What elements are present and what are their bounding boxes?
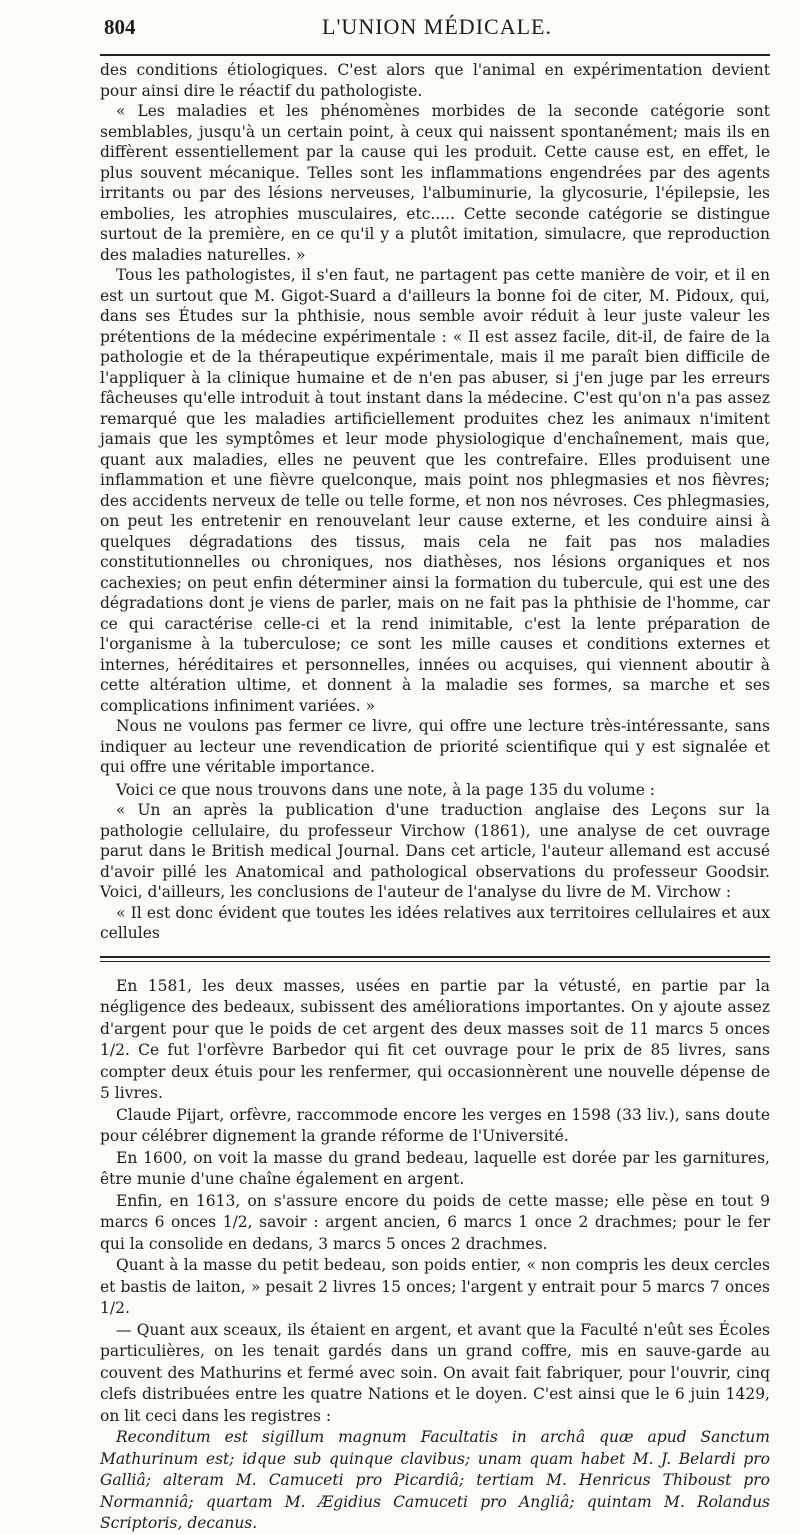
- latin-quote-text: Reconditum est sigillum magnum Facultatis in archâ quæ apud Sanctum Mathurinum est; idque sub quinque clavibus; unam quam habet M. J. Belardi pro Galliâ; alteram M. Camuceti pro Picardiâ; tertiam M. Henricus Thiboust pro Normanniâ; quartam M. Ægidius Camuceti pro Angliâ; quintam M. Rolandus Scriptoris, decanus.: [100, 1428, 770, 1532]
- paragraph: « Les maladies et les phénomènes morbides de la seconde catégorie sont semblables, jusqu'à un certain point, à ceux qui naissent spontanément; mais ils en diffèrent essentiellement par la cause qui les produit. Cette cause est, en effet, le plus souvent mécanique. Telles sont les inflammations engendrées par des agents irritants ou par des lésions nerveuses, l'albuminurie, la glycosurie, l'épilepsie, les embolies, les atrophies musculaires, etc..... Cette seconde catégorie se distingue surtout de la première, en ce qu'il y a plutôt imitation, simulacre, que reproduction des maladies naturelles. »: [100, 102, 770, 264]
- article-one: [100, 60, 770, 944]
- paragraph: Voici ce que nous trouvons dans une note, à la page 135 du volume :: [116, 780, 656, 799]
- paragraph: Quant à la masse du petit bedeau, son poids entier, « non compris les deux cercles et bastis de laiton, » pesait 2 livres 15 onces; l'argent y entrait pour 5 marcs 7 onces 1/2.: [100, 1256, 770, 1317]
- paragraph: — Quant aux sceaux, ils étaient en argent, et avant que la Faculté n'eût ses Écoles particulières, on les tenait gardés dans un grand coffre, mis en sauve-garde au couvent des Mathurins et fermé avec soin. On avait fait fabriquer, pour l'ouvrir, cinq clefs distribuées entre les quatre Nations et le doyen. C'est ainsi que le 6 juin 1429, on lit ceci dans les registres :: [100, 1320, 770, 1425]
- paragraph: des conditions étiologiques. C'est alors que l'animal en expérimentation devient pour ainsi dire le réactif du pathologiste.: [100, 61, 770, 100]
- section-divider: [100, 956, 770, 962]
- paragraph: Nous ne voulons pas fermer ce livre, qui offre une lecture très-intéressante, sans indiquer au lecteur une revendication de priorité scientifique qui y est signalée et qui offre une véritable importance.: [100, 717, 770, 776]
- article-two: [100, 976, 770, 1535]
- latin-quote: [100, 1427, 770, 1535]
- paragraph: Claude Pijart, orfèvre, raccommode encore les verges en 1598 (33 liv.), sans doute pour célébrer dignement la grande réforme de l'Université.: [100, 1105, 770, 1145]
- paragraph: « Un an après la publication d'une traduction anglaise des Leçons sur la pathologie cellulaire, du professeur Virchow (1861), une analyse de cet ouvrage parut dans le British medical Journal. Dans cet article, l'auteur allemand est accusé d'avoir pillé les Anatomical and pathological observations du professeur Goodsir. Voici, d'ailleurs, les conclusions de l'auteur de l'analyse du livre de M. Virchow :: [100, 801, 770, 901]
- paragraph: Tous les pathologistes, il s'en faut, ne partagent pas cette manière de voir, et il en est un surtout que M. Gigot-Suard a d'ailleurs la bonne foi de citer, M. Pidoux, qui, dans ses Études sur la phthisie, nous semble avoir réduit à leur juste valeur les prétentions de la médecine expérimentale : « Il est assez facile, dit-il, de faire de la pathologie et de la thérapeutique expérimentale, mais il me paraît bien difficile de l'appliquer à la clinique humaine et de n'en pas abuser, si j'en juge par les erreurs fâcheuses qu'elle introduit à tout instant dans la médecine. C'est qu'on n'a pas assez remarqué que les maladies artificiellement produites chez les animaux n'imitent jamais que les symptômes et leur mode physiologique d'enchaînement, mais que, quant aux maladies, elles ne peuvent que les contrefaire. Elles produisent une inflammation et une fièvre quelconque, mais point nos phlegmasies et nos fièvres; des accidents nerveux de telle ou telle forme, et non nos névroses. Ces phlegmasies, on peut les entretenir en renouvelant leur cause externe, et les conduire ainsi à quelques dégradations des tissus, mais cela ne fait pas nos maladies constitutionnelles ou chroniques, nos diathèses, nos lésions organiques et nos cachexies; on peut enfin déterminer ainsi la formation du tubercule, qui est une des dégradations dont je viens de parler, mais on ne fait pas la phthisie de l'homme, car ce qui caractérise celle-ci et la rend inimitable, c'est la lente préparation de l'organisme à la tuberculose; ce sont les mille causes et conditions externes et internes, héréditaires et personnelles, innées ou acquises, qui viennent aboutir à cette altération ultime, et donnent à la maladie ses formes, sa marche et ses complications infiniment variées. »: [100, 266, 770, 715]
- journal-title: L'UNION MÉDICALE.: [322, 14, 552, 39]
- page-header: [100, 14, 770, 56]
- paragraph: En 1581, les deux masses, usées en partie par la vétusté, en partie par la négligence des bedeaux, subissent des améliorations importantes. On y ajoute assez d'argent pour que le poids de cet argent des deux masses soit de 11 marcs 5 onces 1/2. Ce fut l'orfèvre Barbedor qui fit cet ouvrage pour le prix de 85 livres, sans compter deux étuis pour les renfermer, qui occasionnèrent une nouvelle dépense de 5 livres.: [100, 976, 770, 1102]
- paragraph: En 1600, on voit la masse du grand bedeau, laquelle est dorée par les garnitures, être munie d'une chaîne également en argent.: [100, 1148, 770, 1188]
- paragraph: « Il est donc évident que toutes les idées relatives aux territoires cellulaires et aux cellules: [100, 903, 770, 942]
- page-number: 804: [104, 15, 136, 39]
- paragraph: Enfin, en 1613, on s'assure encore du poids de cette masse; elle pèse en tout 9 marcs 6 onces 1/2, savoir : argent ancien, 6 marcs 1 once 2 drachmes; pour le fer qui la consolide en dedans, 3 marcs 5 onces 2 drachmes.: [100, 1191, 770, 1253]
